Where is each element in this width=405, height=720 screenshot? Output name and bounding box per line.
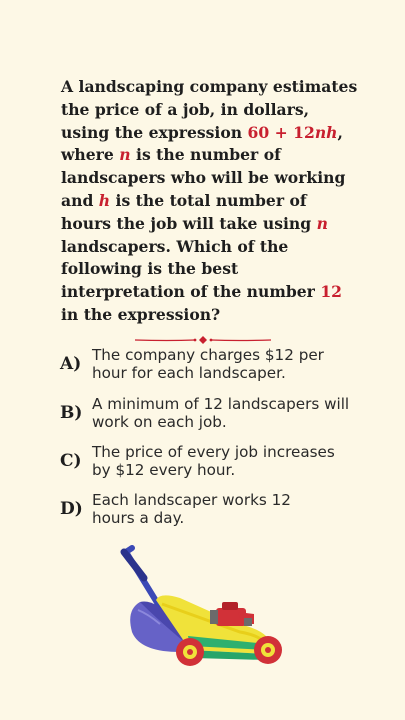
option-text: Each landscaper works 12 hours a day. <box>92 491 291 527</box>
expression: 60 + 12nh <box>247 122 338 142</box>
divider-ornament <box>133 334 273 346</box>
option-letter: D) <box>60 499 83 519</box>
variable-n: n <box>316 213 328 233</box>
highlighted-number: 12 <box>320 282 343 302</box>
lawn-mower-icon <box>118 540 288 675</box>
option-d[interactable] <box>60 491 380 527</box>
option-text: A minimum of 12 landscapers will work on each job. <box>92 395 350 431</box>
option-letter: A) <box>60 354 82 374</box>
option-letter: C) <box>60 451 82 471</box>
variable-n: n <box>119 145 131 165</box>
option-c[interactable] <box>60 443 380 479</box>
option-letter: B) <box>60 403 83 423</box>
option-text: The price of every job increases by $12 every hour. <box>92 443 335 479</box>
option-b[interactable] <box>60 395 380 431</box>
option-text: The company charges $12 per hour for each landscaper. <box>92 346 324 382</box>
question-text: A landscaping company estimates the price of a job, in dollars, using the expression 60 + 12nh, where n is the number of landscapers who will be working and h is the total number of hours the job will take using n landscapers. Which of the following is the best interpretation of the number 12 in the expression? <box>61 77 358 324</box>
variable-h: h <box>98 190 111 210</box>
option-a[interactable] <box>60 346 380 382</box>
